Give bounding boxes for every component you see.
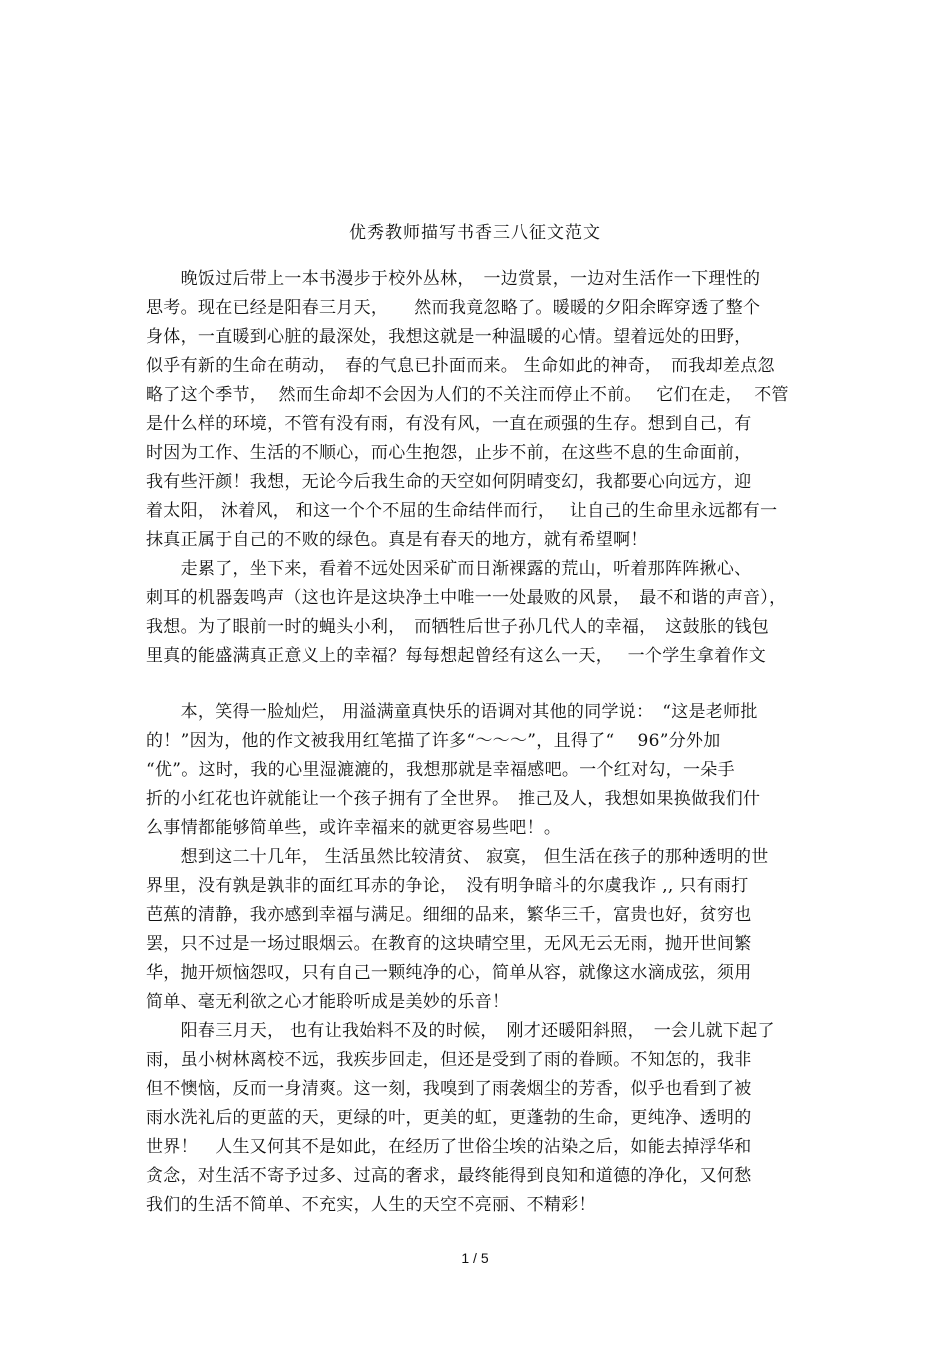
body-line: 折的小红花也许就能让一个孩子拥有了全世界。 推己及人，我想如果换做我们什 <box>146 789 761 809</box>
body-line: 着太阳， 沐着风， 和这一个个不屈的生命结伴而行， 让自己的生命里永远都有一 <box>146 501 778 521</box>
body-line: 么事情都能够简单些，或许幸福来的就更容易些吧！。 <box>146 818 562 838</box>
body-line: 我们的生活不简单、不充实，人生的天空不亮丽、不精彩！ <box>146 1195 596 1215</box>
body-line: 是什么样的环境，不管有没有雨，有没有风，一直在顽强的生存。想到自己，有 <box>146 414 752 434</box>
body-line: 抹真正属于自己的不败的绿色。真是有春天的地方，就有希望啊！ <box>146 530 648 550</box>
body-line: 我有些汗颜！我想，无论今后我生命的天空如何阴晴变幻，我都要心向远方，迎 <box>146 472 752 492</box>
body-line: 阳春三月天， 也有让我始料不及的时候， 刚才还暖阳斜照， 一会儿就下起了 <box>146 1021 775 1041</box>
body-line: 思考。现在已经是阳春三月天， 然而我竟忽略了。暖暖的夕阳余晖穿透了整个 <box>146 298 761 318</box>
body-line: 世界！ 人生又何其不是如此，在经历了世俗尘埃的沾染之后，如能去掉浮华和 <box>146 1137 752 1157</box>
body-line: 走累了，坐下来，看着不远处因采矿而日渐裸露的荒山，听着那阵阵揪心、 <box>146 559 752 579</box>
body-line: 略了这个季节， 然而生命却不会因为人们的不关注而停止不前。 它们在走， 不管 <box>146 385 789 405</box>
body-line: 华，抛开烦恼怨叹，只有自己一颗纯净的心，简单从容，就像这水滴成弦，须用 <box>146 963 752 983</box>
body-line: 简单、毫无利欲之心才能聆听成是美妙的乐音！ <box>146 992 510 1012</box>
body-line: 我想。为了眼前一时的蝇头小利， 而牺牲后世子孙几代人的幸福， 这鼓胀的钱包 <box>146 617 770 637</box>
body-line: 界里，没有孰是孰非的面红耳赤的争论， 没有明争暗斗的尔虞我诈 ,, 只有雨打 <box>146 876 749 896</box>
body-line: 雨，虽小树林离校不远，我疾步回走，但还是受到了雨的眷顾。不知怎的，我非 <box>146 1050 752 1070</box>
body-line: 身体，一直暖到心脏的最深处，我想这就是一种温暖的心情。望着远处的田野， <box>146 327 752 347</box>
body-line: 贪念，对生活不寄予过多、过高的奢求，最终能得到良知和道德的净化，又何愁 <box>146 1166 752 1186</box>
body-line: 但不懊恼，反而一身清爽。这一刻，我嗅到了雨袭烟尘的芳香，似乎也看到了被 <box>146 1079 752 1099</box>
page-number: 1 / 5 <box>461 1250 489 1266</box>
body-line: 罢，只不过是一场过眼烟云。在教育的这块晴空里，无风无云无雨，抛开世间繁 <box>146 934 752 954</box>
body-line: 似乎有新的生命在萌动， 春的气息已扑面而来。 生命如此的神奇， 而我却差点忽 <box>146 356 775 376</box>
body-line: 里真的能盛满真正意义上的幸福？每每想起曾经有这么一天， 一个学生拿着作文 <box>146 646 767 666</box>
body-line: 想到这二十几年， 生活虽然比较清贫、 寂寞， 但生活在孩子的那种透明的世 <box>146 847 769 867</box>
body-line: 时因为工作、生活的不顺心，而心生抱怨，止步不前，在这些不息的生命面前， <box>146 443 752 463</box>
body-line: 晚饭过后带上一本书漫步于校外丛林， 一边赏景，一边对生活作一下理性的 <box>146 269 761 289</box>
body-line: 芭蕉的清静，我亦感到幸福与满足。细细的品来，繁华三千，富贵也好，贫穷也 <box>146 905 752 925</box>
body-line: 雨水洗礼后的更蓝的天，更绿的叶，更美的虹，更蓬勃的生命，更纯净、透明的 <box>146 1108 752 1128</box>
body-line: 本，笑得一脸灿烂， 用溢满童真快乐的语调对其他的同学说： “这是老师批 <box>146 702 758 722</box>
body-line: 刺耳的机器轰鸣声（这也许是这块净土中唯一一处最败的风景， 最不和谐的声音）， <box>146 588 787 608</box>
document-title: 优秀教师描写书香三八征文范文 <box>349 223 601 243</box>
body-line: 的！”因为，他的作文被我用红笔描了许多“～～～”，且得了“ 96”分外加 <box>146 731 721 751</box>
body-line: “优”。这时，我的心里湿漉漉的，我想那就是幸福感吧。一个红对勾，一朵手 <box>146 760 735 780</box>
